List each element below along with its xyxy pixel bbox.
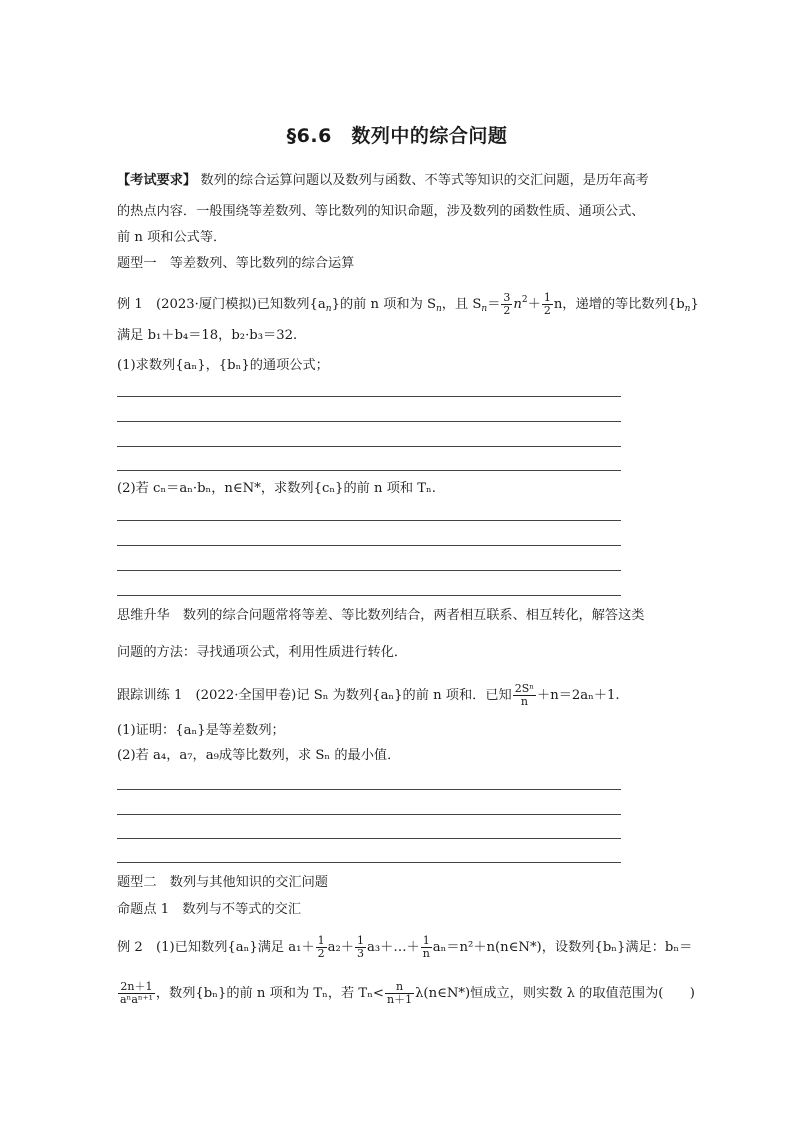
training1-question-1: (1)证明：{aₙ}是等差数列； — [117, 723, 285, 738]
requirement-line-1 — [117, 172, 649, 190]
fraction-n-n1: $\frac{n}{n+1}$ — [386, 980, 413, 1006]
fraction-1-2: $\frac{1}{2}$ — [317, 934, 325, 960]
example2-line-1: 例 2 (1)已知数列{aₙ}满足 a₁＋ $\frac{1}{2}$ a₂＋ $\frac{1}{3}$ a₃＋…＋ $\frac{1}{n}$ aₙ＝n²＋n(n∈N*)，设数列{bₙ}满足：bₙ＝ — [117, 934, 693, 960]
fraction-1-2: $\frac{1}{2}$ — [543, 291, 551, 317]
answer-line — [117, 520, 621, 521]
answer-line — [117, 570, 621, 571]
example1-question-1: (1)求数列{aₙ}，{bₙ}的通项公式； — [117, 358, 329, 373]
requirement-label: 【考试要求】 — [117, 173, 197, 188]
insight-line-1: 思维升华 数列的综合问题常将等差、等比数列结合，两者相互联系、相互转化，解答这类 — [117, 608, 645, 623]
insight-line-2: 问题的方法：寻找通项公式，利用性质进行转化． — [117, 645, 408, 660]
fraction-3-2: $\frac{3}{2}$ — [503, 291, 511, 317]
fraction-1-n: $\frac{1}{n}$ — [422, 934, 430, 960]
example1-question-2: (2)若 cₙ＝aₙ·bₙ，n∈N*，求数列{cₙ}的前 n 项和 Tₙ. — [117, 481, 436, 496]
requirement-text-1: 数列的综合运算问题以及数列与函数、不等式等知识的交汇问题，是历年高考 — [200, 173, 649, 188]
fraction-bn: $\frac{2n+1}{\text{aⁿaⁿ⁺¹}}$ — [120, 980, 153, 1006]
proposition-point-1: 命题点 1 数列与不等式的交汇 — [117, 902, 302, 917]
answer-line — [117, 838, 621, 839]
example1-line-2: 满足 b₁＋b₄＝18，b₂·b₃＝32. — [117, 328, 298, 343]
fraction-1-3: $\frac{1}{3}$ — [356, 934, 364, 960]
example1-line-1: 例 1 (2023·厦门模拟)已知数列$\{a_n\}$的前 n 项和为 $S_n$，且 $S_n=$ $\frac{3}{2}$ $n^2+$ $\frac{1}{2}$ n，递增的等比数列$\{b_n\}$ — [117, 291, 699, 317]
answer-line — [117, 789, 621, 790]
answer-line — [117, 814, 621, 815]
section-title: §6.6 数列中的综合问题 — [286, 125, 508, 147]
type2-heading: 题型二 数列与其他知识的交汇问题 — [117, 875, 328, 890]
fraction-2sn-n: $\frac{\text{2Sⁿ}}{n}$ — [514, 682, 535, 708]
answer-line — [117, 470, 621, 471]
answer-line — [117, 862, 621, 863]
answer-line — [117, 421, 621, 422]
training1-question-2: (2)若 a₄，a₇，a₉成等比数列，求 Sₙ 的最小值． — [117, 748, 401, 763]
training1-line-1: 跟踪训练 1 (2022·全国甲卷)记 Sₙ 为数列{aₙ}的前 n 项和．已知 $\frac{\text{2Sⁿ}}{n}$ ＋n＝2aₙ＋1. — [117, 682, 620, 708]
type1-heading: 题型一 等差数列、等比数列的综合运算 — [117, 256, 355, 271]
answer-line — [117, 595, 621, 596]
answer-line — [117, 446, 621, 447]
requirement-line-2: 的热点内容．一般围绕等差数列、等比数列的知识命题，涉及数列的函数性质、通项公式、 — [117, 204, 645, 219]
answer-line — [117, 396, 621, 397]
answer-line — [117, 545, 621, 546]
requirement-line-3: 前 n 项和公式等． — [117, 230, 227, 245]
example2-line-2: $\frac{2n+1}{\text{aⁿaⁿ⁺¹}}$ ，数列{bₙ}的前 n 项和为 Tₙ，若 Tₙ< $\frac{n}{n+1}$ λ(n∈N*)恒成立，则实数 λ 的取值范围为( ) — [120, 980, 695, 1006]
